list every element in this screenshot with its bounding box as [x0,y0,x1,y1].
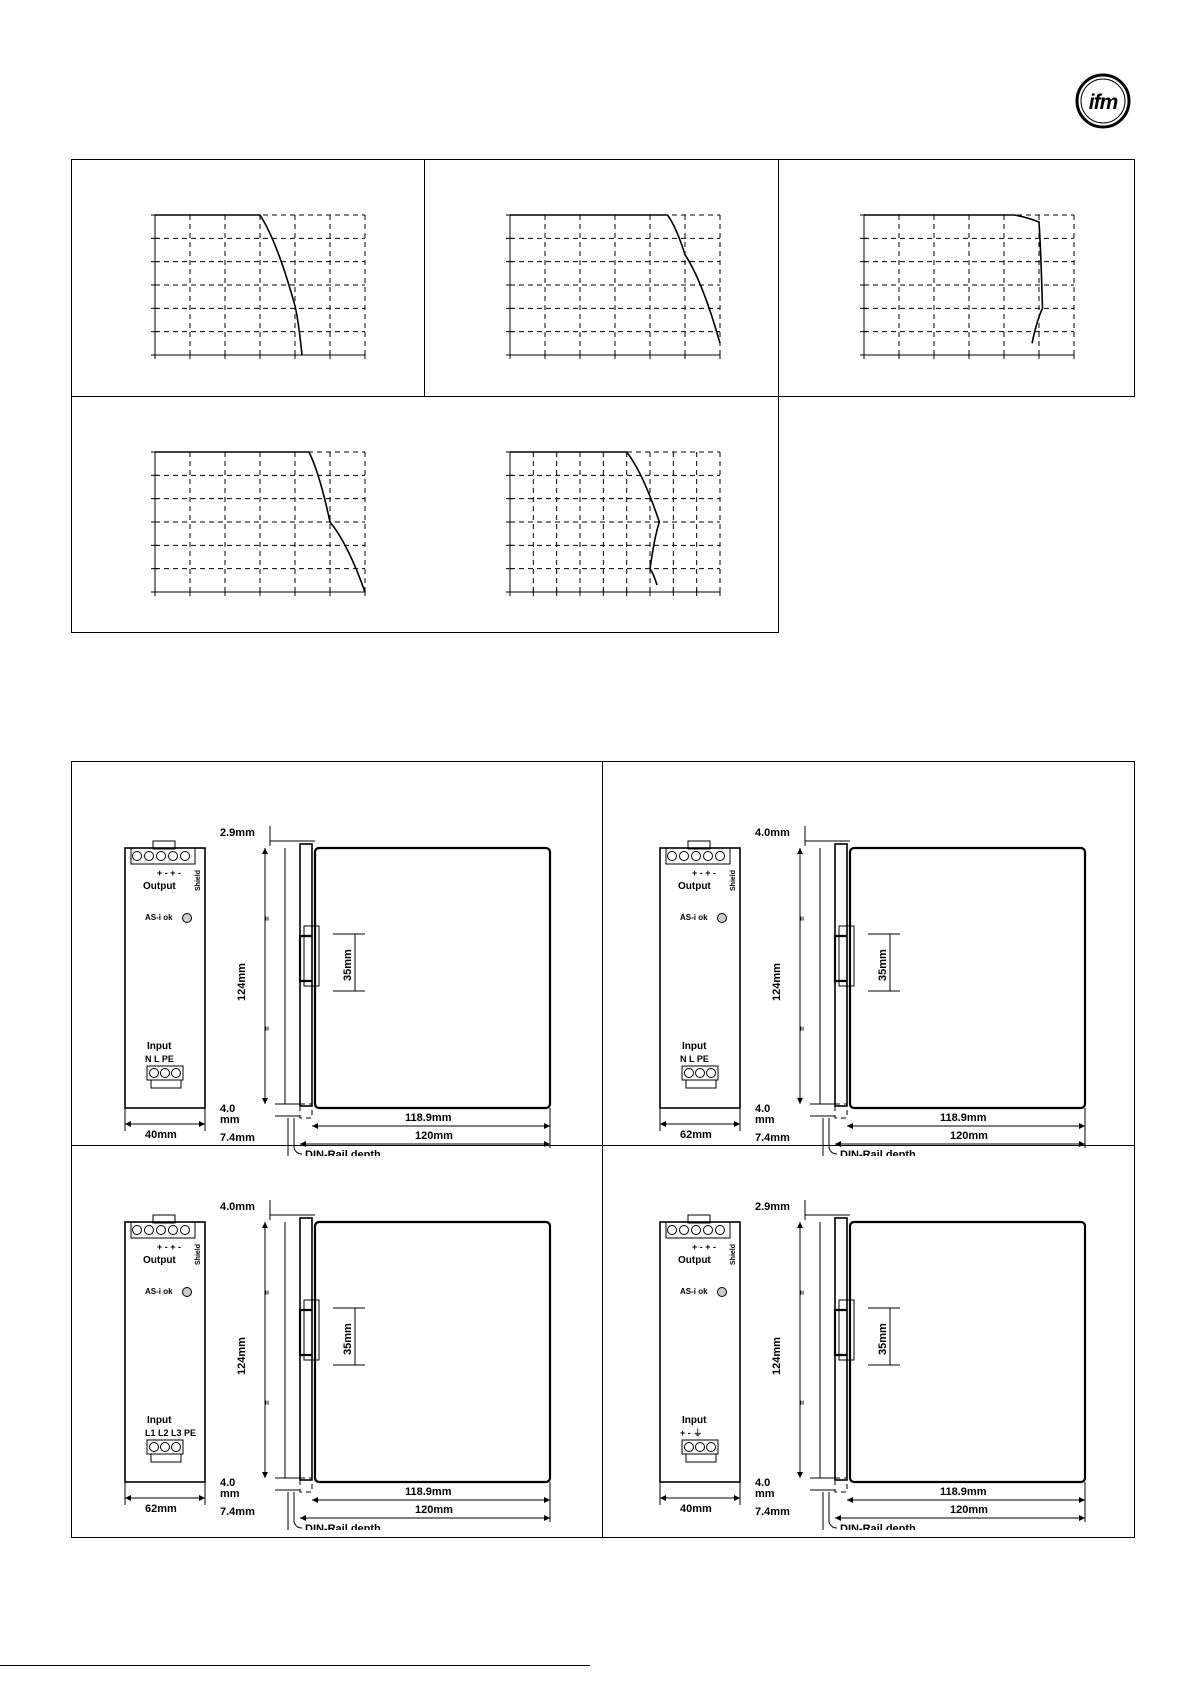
front-width-label: 40mm [145,1129,177,1141]
dimension-drawing-2 [610,786,1130,1161]
rail-label: 35mm [342,949,354,981]
bottom-gap-label: 4.0 [755,1477,771,1489]
output-terminal-screw [692,1226,701,1235]
dimension-drawing-4 [610,1160,1130,1535]
derating-chart-4 [140,437,380,602]
status-led-label: AS-i ok [145,913,173,922]
depth-118-label: 118.9mm [940,1112,987,1124]
status-led-label: AS-i ok [680,913,708,922]
bottom-gap-label: 4.0 [220,1477,236,1489]
status-led-icon [183,914,192,923]
bottom-gap-unit: mm [220,1114,240,1126]
front-width-label: 62mm [680,1129,712,1141]
top-gap-label: 4.0mm [755,827,790,839]
output-polarity-label: + - + - [692,868,717,878]
side-view [755,1200,1085,1530]
din-rail-depth-label: DIN-Rail depth [305,1149,381,1156]
footer-rule [0,1665,590,1666]
bottom-offset-label: 7.4mm [220,1132,255,1144]
bottom-gap-unit: mm [755,1488,775,1500]
depth-120-label: 120mm [950,1130,988,1142]
input-terminal-screw [707,1069,716,1078]
bottom-gap-label: 4.0 [755,1103,771,1115]
svg-text:=: = [798,1026,807,1031]
depth-118-label: 118.9mm [940,1486,987,1498]
bottom-gap-label: 4.0 [220,1103,236,1115]
height-label: 124mm [236,1337,248,1375]
side-view [220,826,550,1156]
output-label: Output [143,1255,176,1266]
input-terms-label: L1 L2 L3 PE [145,1428,197,1438]
bottom-offset-label: 7.4mm [220,1506,255,1518]
din-rail-depth-label: DIN-Rail depth [305,1523,381,1530]
output-terminal-screw [145,1226,154,1235]
output-terminal-screw [704,852,713,861]
output-terminal-screw [716,1226,725,1235]
chart-series-line [510,452,659,585]
ifm-logo [1074,72,1132,130]
output-terminal-screw [692,852,701,861]
input-terminal-screw [172,1443,181,1452]
depth-118-label: 118.9mm [405,1486,452,1498]
front-width-label: 62mm [145,1503,177,1515]
bottom-offset-label: 7.4mm [755,1506,790,1518]
height-label: 124mm [771,963,783,1001]
status-led-icon [183,1288,192,1297]
rail-label: 35mm [877,1323,889,1355]
input-terminal-screw [707,1443,716,1452]
svg-text:=: = [263,1290,272,1295]
output-label: Output [678,1255,711,1266]
input-terminal-screw [150,1069,159,1078]
output-terminal-screw [668,1226,677,1235]
bottom-gap-unit: mm [220,1488,240,1500]
derating-chart-1 [140,200,380,365]
height-label: 124mm [771,1337,783,1375]
front-view [125,1215,205,1515]
output-terminal-screw [145,852,154,861]
top-gap-label: 2.9mm [220,827,255,839]
front-width-label: 40mm [680,1503,712,1515]
depth-118-label: 118.9mm [405,1112,452,1124]
chart-series-line [864,215,1043,343]
input-terminal-screw [161,1069,170,1078]
dimension-drawing-3 [75,1160,595,1535]
top-gap-label: 2.9mm [755,1201,790,1213]
input-terms-label: N L PE [145,1054,174,1064]
shield-label: Shield [195,1243,202,1265]
output-label: Output [143,881,176,892]
depth-120-label: 120mm [950,1504,988,1516]
input-terminal-screw [150,1443,159,1452]
svg-text:=: = [798,1400,807,1405]
output-terminal-screw [716,852,725,861]
top-gap-label: 4.0mm [220,1201,255,1213]
input-label: Input [682,1415,707,1426]
output-terminal-screw [181,852,190,861]
svg-text:=: = [798,916,807,921]
derating-chart-2 [495,200,735,365]
output-terminal-screw [169,852,178,861]
input-label: Input [147,1415,172,1426]
status-led-icon [718,1288,727,1297]
svg-text:=: = [263,1026,272,1031]
front-view [660,841,740,1141]
output-terminal-screw [157,852,166,861]
output-terminal-screw [133,852,142,861]
input-terminal-screw [685,1069,694,1078]
output-polarity-label: + - + - [157,868,182,878]
status-led-icon [718,914,727,923]
input-terminal-screw [172,1069,181,1078]
input-label: Input [147,1041,172,1052]
svg-text:=: = [798,1290,807,1295]
input-terminal-screw [696,1443,705,1452]
bottom-offset-label: 7.4mm [755,1132,790,1144]
dimension-drawing-1 [75,786,595,1161]
din-rail-depth-label: DIN-Rail depth [840,1149,916,1156]
output-terminal-screw [680,1226,689,1235]
output-terminal-screw [704,1226,713,1235]
side-view [220,1200,550,1530]
input-terminal-screw [696,1069,705,1078]
output-label: Output [678,881,711,892]
output-polarity-label: + - + - [157,1242,182,1252]
derating-chart-3 [849,200,1089,365]
derating-chart-5 [495,437,735,602]
input-label: Input [682,1041,707,1052]
shield-label: Shield [730,1243,737,1265]
output-terminal-screw [157,1226,166,1235]
output-terminal-screw [181,1226,190,1235]
depth-120-label: 120mm [415,1504,453,1516]
output-terminal-screw [133,1226,142,1235]
side-view [755,826,1085,1156]
rail-label: 35mm [342,1323,354,1355]
depth-120-label: 120mm [415,1130,453,1142]
height-label: 124mm [236,963,248,1001]
bottom-gap-unit: mm [755,1114,775,1126]
front-view [660,1215,740,1515]
svg-text:=: = [263,1400,272,1405]
din-rail-depth-label: DIN-Rail depth [840,1523,916,1530]
output-terminal-screw [668,852,677,861]
status-led-label: AS-i ok [145,1287,173,1296]
input-terminal-screw [685,1443,694,1452]
output-terminal-screw [169,1226,178,1235]
shield-label: Shield [730,869,737,891]
output-terminal-screw [680,852,689,861]
rail-label: 35mm [877,949,889,981]
input-terminal-screw [161,1443,170,1452]
front-view [125,841,205,1141]
shield-label: Shield [195,869,202,891]
input-terms-label: + - ⏚ [680,1428,703,1438]
logo-text: ifm [1088,91,1118,114]
status-led-label: AS-i ok [680,1287,708,1296]
svg-text:=: = [263,916,272,921]
output-polarity-label: + - + - [692,1242,717,1252]
input-terms-label: N L PE [680,1054,709,1064]
